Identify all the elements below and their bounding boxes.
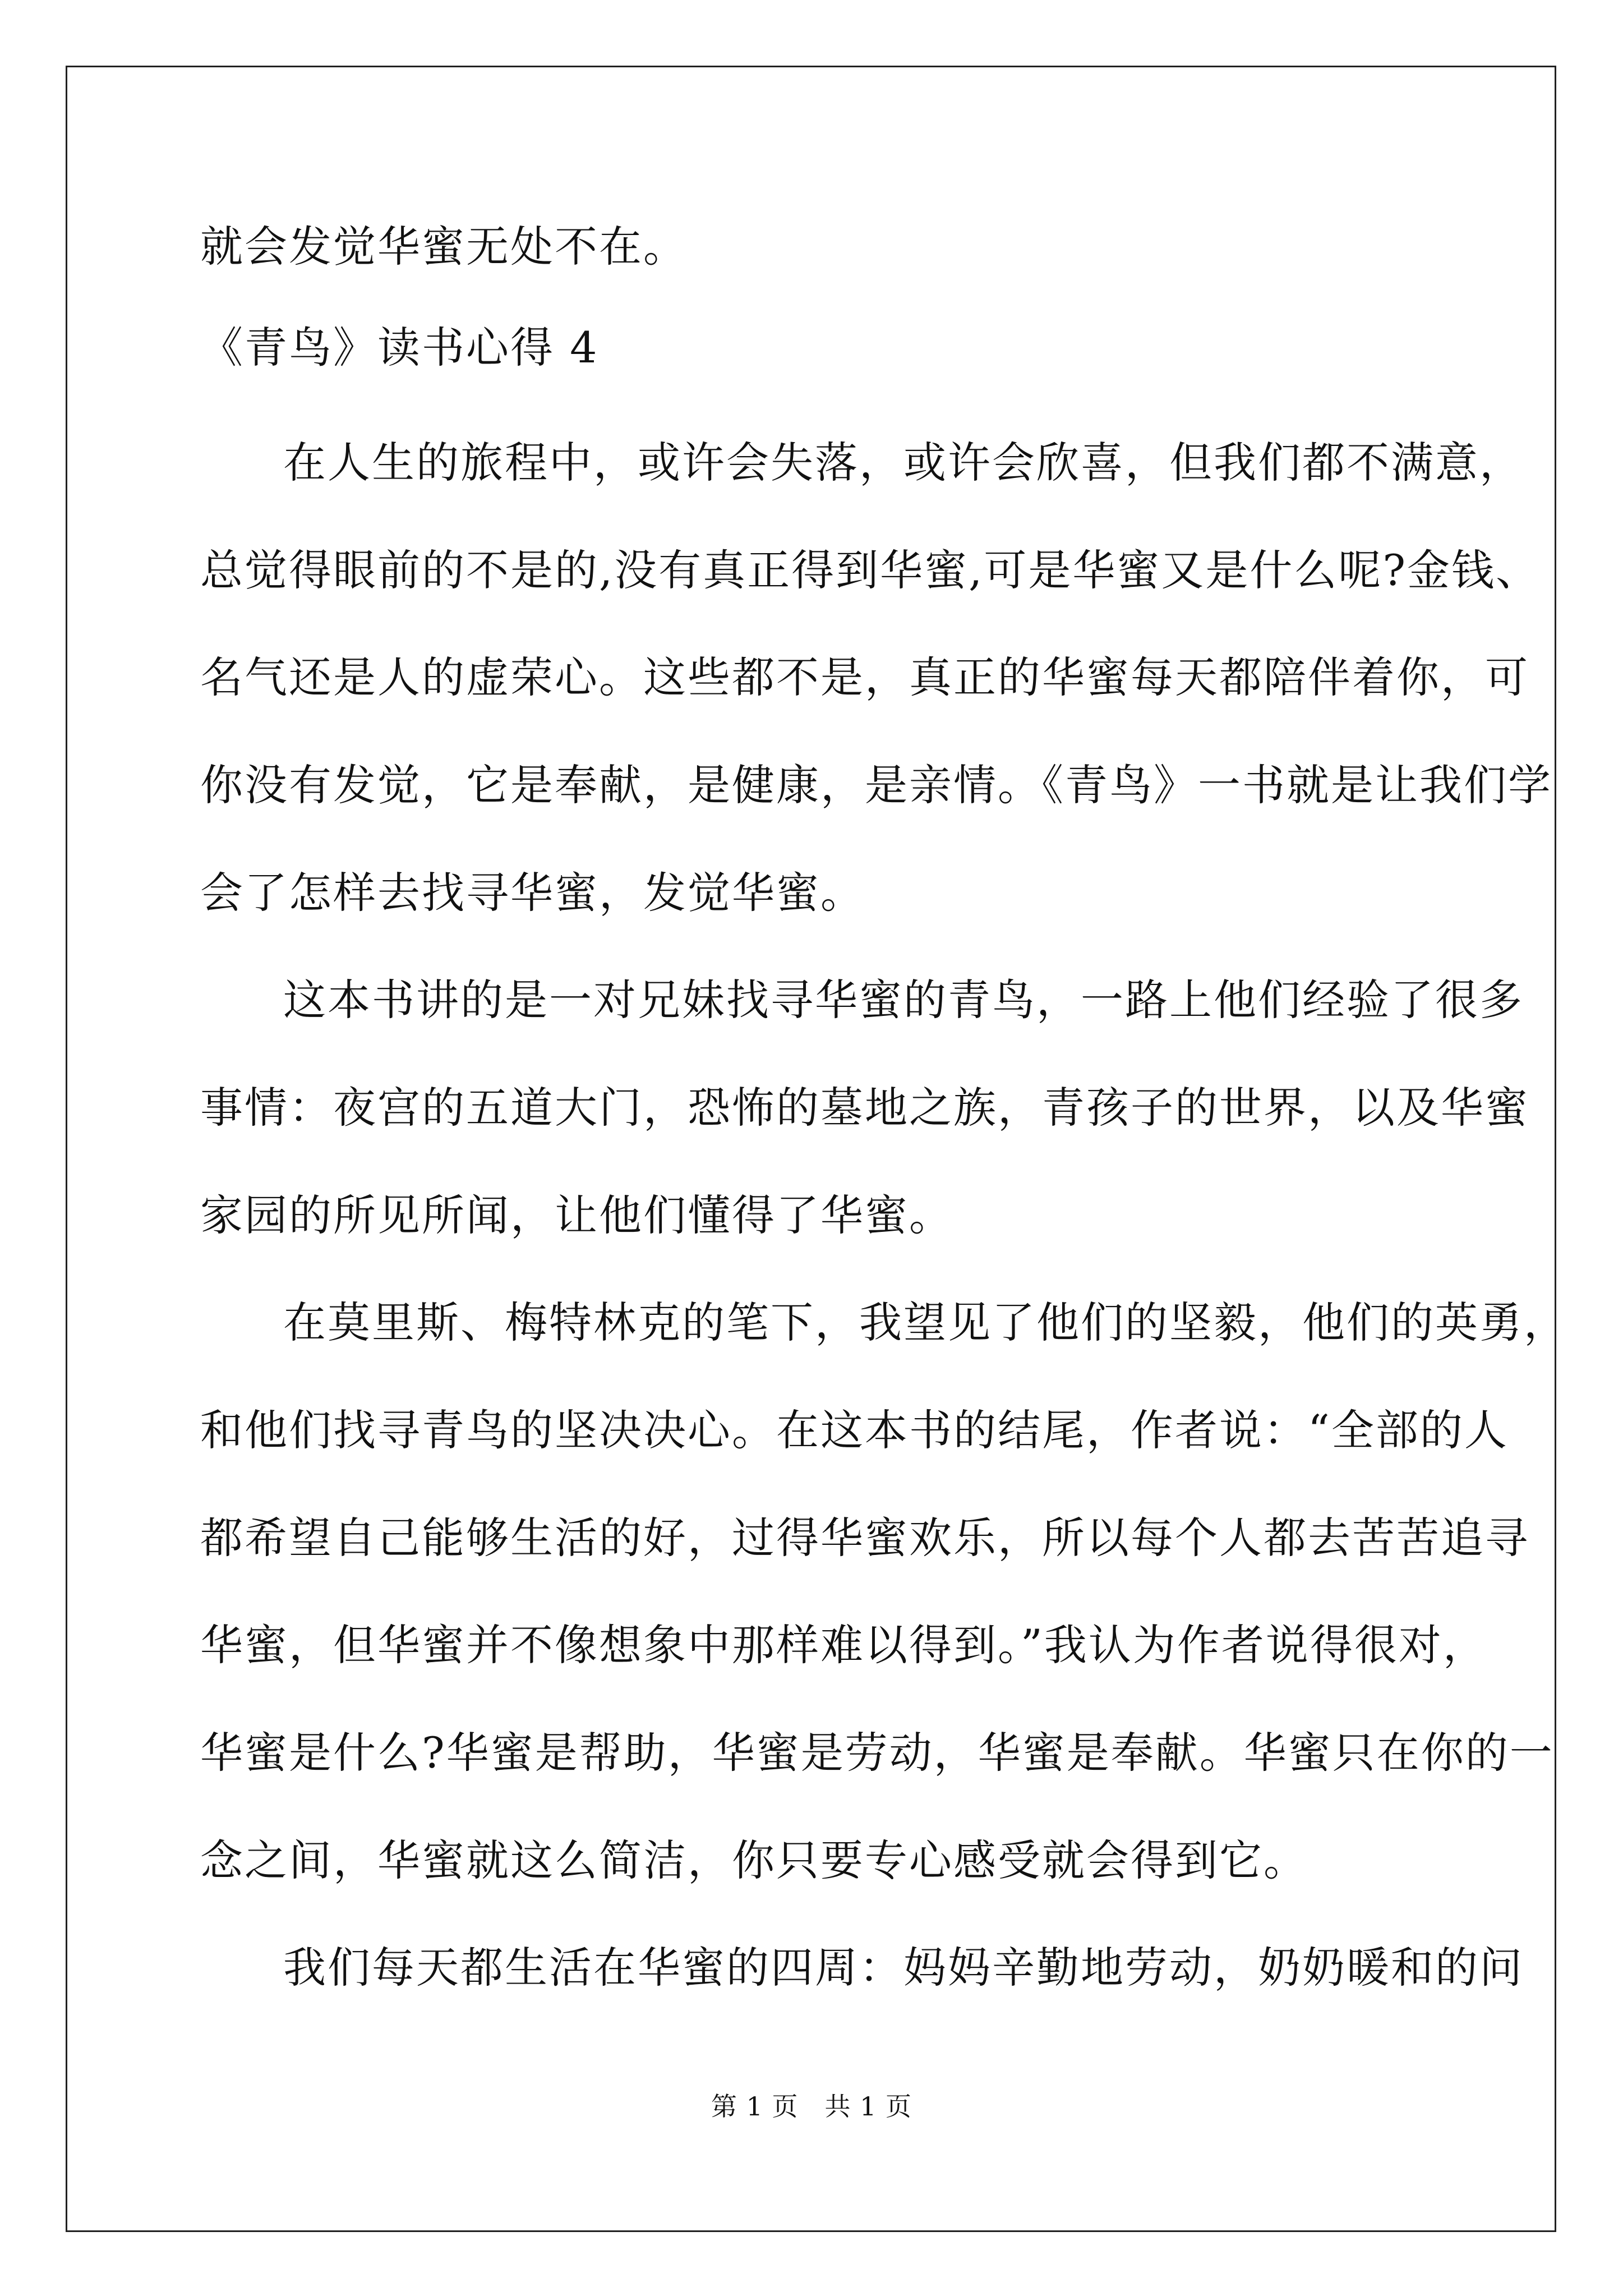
paragraph-4-line-1: 我们每天都生活在华蜜的四周：妈妈辛勤地劳动，奶奶暖和的问 [283,1943,1524,1993]
paragraph-3-line-5: 华蜜是什么?华蜜是帮助，华蜜是劳动，华蜜是奉献。华蜜只在你的一 [200,1728,1554,1778]
paragraph-1-line-1: 在人生的旅程中，或许会失落，或许会欣喜，但我们都不满意， [283,438,1524,487]
paragraph-3-line-6: 念之间，华蜜就这么简洁，你只要专心感受就会得到它。 [200,1835,1308,1885]
page-border [66,66,1556,2232]
paragraph-1-line-2: 总觉得眼前的不是的,没有真正得到华蜜,可是华蜜又是什么呢?金钱、 [200,545,1541,595]
body-line-1: 就会发觉华蜜无处不在。 [200,222,688,272]
paragraph-3-line-2: 和他们找寻青鸟的坚决决心。在这本书的结尾，作者说：“全部的人 [200,1405,1509,1455]
paragraph-1-line-5: 会了怎样去找寻华蜜，发觉华蜜。 [200,868,865,918]
paragraph-2-line-2: 事情：夜宫的五道大门，恐怖的墓地之族，青孩子的世界，以及华蜜 [200,1083,1529,1133]
paragraph-2-line-3: 家园的所见所闻，让他们懂得了华蜜。 [200,1190,953,1240]
section-heading: 《青鸟》读书心得 4 [200,323,599,372]
paragraph-3-line-3: 都希望自己能够生活的好，过得华蜜欢乐，所以每个人都去苦苦追寻 [200,1513,1529,1563]
paragraph-1-line-3: 名气还是人的虚荣心。这些都不是，真正的华蜜每天都陪伴着你，可 [200,652,1529,702]
paragraph-1-line-4: 你没有发觉，它是奉献，是健康，是亲情。《青鸟》一书就是让我们学 [200,760,1552,810]
paragraph-3-line-1: 在莫里斯、梅特林克的笔下，我望见了他们的坚毅，他们的英勇， [283,1297,1568,1347]
paragraph-3-line-4: 华蜜，但华蜜并不像想象中那样难以得到。”我认为作者说得很对， [200,1620,1487,1670]
paragraph-2-line-1: 这本书讲的是一对兄妹找寻华蜜的青鸟，一路上他们经验了很多 [283,975,1524,1025]
page-footer: 第 1 页 共 1 页 [711,2091,912,2122]
